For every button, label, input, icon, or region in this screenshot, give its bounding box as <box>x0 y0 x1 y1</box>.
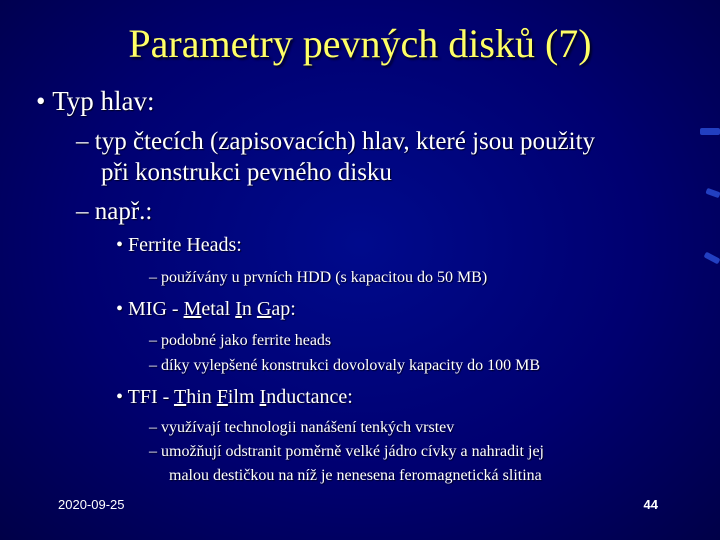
sub-bullet-2: – např.: <box>76 198 153 225</box>
mig-note: – podobné jako ferrite heads <box>149 332 332 349</box>
item-tfi: • TFI - Thin Film Inductance: <box>116 386 353 408</box>
dash-icon: – <box>149 419 157 436</box>
dash-icon: – <box>76 128 89 155</box>
ferrite-note: – používány u prvních HDD (s kapacitou do 50 MB) <box>149 269 488 286</box>
dash-icon: – <box>149 443 157 460</box>
sub-bullet-1: – typ čtecích (zapisovacích) hlav, které jsou použity <box>76 128 596 155</box>
decor-mark <box>704 252 720 265</box>
tfi-note-cont: malou destičkou na níž je nenesena feromagnetická slitina <box>169 467 542 484</box>
bullet-dot-icon: • <box>116 386 124 408</box>
mig-note: – díky vylepšené konstrukci dovolovaly kapacity do 100 MB <box>149 357 541 374</box>
slide-title: Parametry pevných disků (7) <box>128 21 592 66</box>
bullet-dot-icon: • <box>36 86 46 116</box>
dash-icon: – <box>76 198 89 225</box>
tfi-note: – umožňují odstranit poměrně velké jádro cívky a nahradit jej <box>149 443 544 460</box>
decor-mark <box>700 128 720 135</box>
item-ferrite: • Ferrite Heads: <box>116 234 242 256</box>
item-mig: • MIG - Metal In Gap: <box>116 298 296 320</box>
page-number: 44 <box>643 497 658 512</box>
tfi-note: – využívají technologii nanášení tenkých vrstev <box>149 419 455 436</box>
dash-icon: – <box>149 269 157 286</box>
decor-mark <box>705 188 720 198</box>
dash-icon: – <box>149 332 157 349</box>
sub-bullet-1-cont: při konstrukci pevného disku <box>101 159 392 186</box>
bullet-dot-icon: • <box>116 298 124 320</box>
bullet-main: • Typ hlav: <box>36 86 155 116</box>
footer-date: 2020-09-25 <box>58 497 125 512</box>
bullet-dot-icon: • <box>116 234 124 256</box>
dash-icon: – <box>149 357 157 374</box>
